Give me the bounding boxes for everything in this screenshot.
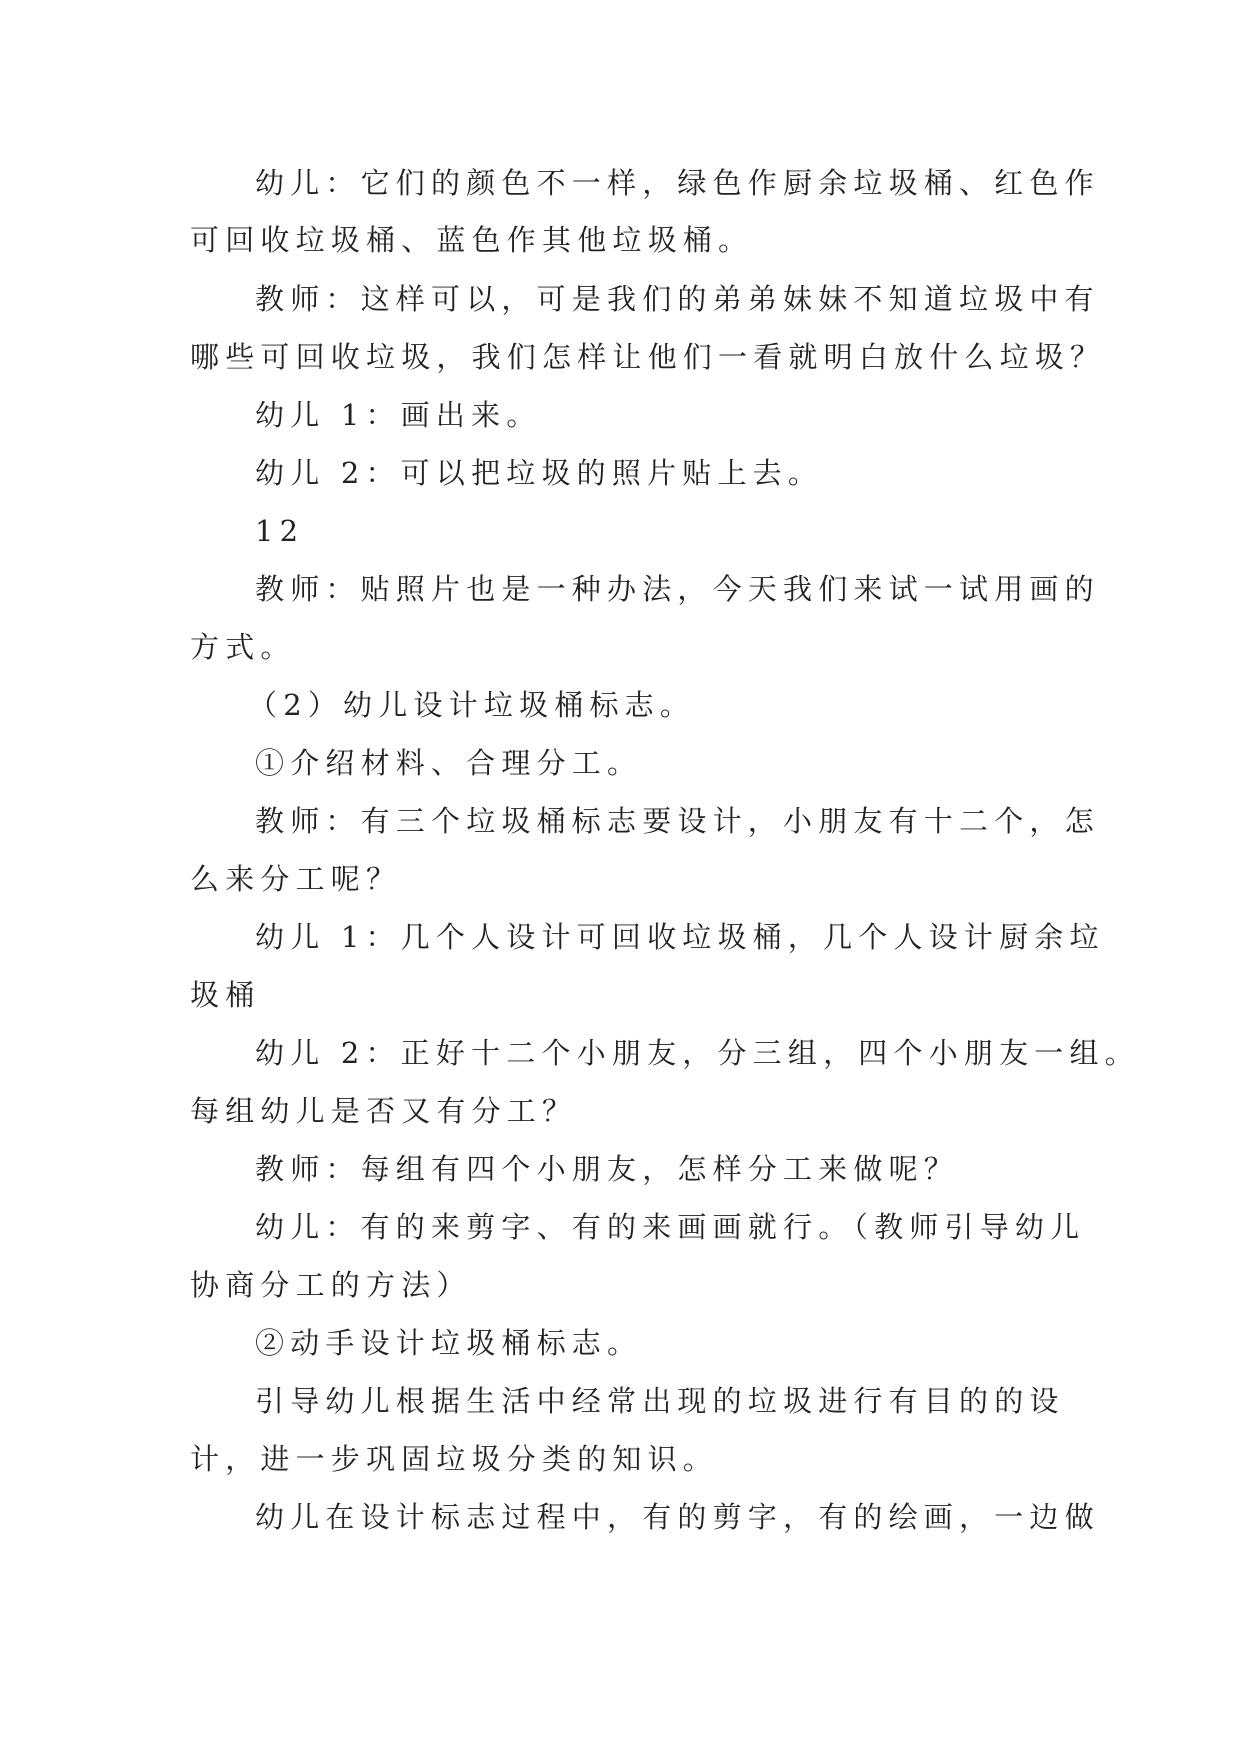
text-line: 教师：这样可以，可是我们的弟弟妹妹不知道垃圾中有 (255, 282, 1100, 316)
text-line: 圾桶 (190, 978, 261, 1012)
text-line: 教师：贴照片也是一种办法，今天我们来试一试用画的 (255, 572, 1100, 606)
page-number: 12 (255, 514, 305, 548)
text-line: 幼儿 2：正好十二个小朋友，分三组，四个小朋友一组。 (255, 1036, 1140, 1070)
text-line: 引导幼儿根据生活中经常出现的垃圾进行有目的的设 (255, 1384, 1065, 1418)
subsection-heading: ②动手设计垃圾桶标志。 (255, 1326, 643, 1360)
text-line: 幼儿：它们的颜色不一样，绿色作厨余垃圾桶、红色作 (255, 166, 1100, 200)
text-line: 可回收垃圾桶、蓝色作其他垃圾桶。 (190, 223, 754, 257)
section-heading: （2）幼儿设计垃圾桶标志。 (248, 688, 696, 722)
text-line: 每组幼儿是否又有分工？ (190, 1094, 578, 1128)
text-line: 哪些可回收垃圾，我们怎样让他们一看就明白放什么垃圾？ (190, 340, 1106, 374)
text-line: 方式。 (190, 630, 296, 664)
text-line: 幼儿 2：可以把垃圾的照片贴上去。 (255, 456, 824, 490)
text-line: 协商分工的方法） (190, 1268, 472, 1302)
subsection-heading: ①介绍材料、合理分工。 (255, 746, 643, 780)
text-line: 计，进一步巩固垃圾分类的知识。 (190, 1442, 719, 1476)
text-line: 幼儿：有的来剪字、有的来画画就行。（教师引导幼儿 (255, 1210, 1086, 1244)
text-line: 幼儿在设计标志过程中，有的剪字，有的绘画，一边做 (255, 1500, 1100, 1534)
text-line: 教师：每组有四个小朋友，怎样分工来做呢？ (255, 1152, 960, 1186)
text-line: 么来分工呢？ (190, 862, 402, 896)
text-line: 教师：有三个垃圾桶标志要设计，小朋友有十二个，怎 (255, 804, 1100, 838)
text-line: 幼儿 1：画出来。 (255, 398, 542, 432)
text-line: 幼儿 1：几个人设计可回收垃圾桶，几个人设计厨余垃 (255, 920, 1105, 954)
